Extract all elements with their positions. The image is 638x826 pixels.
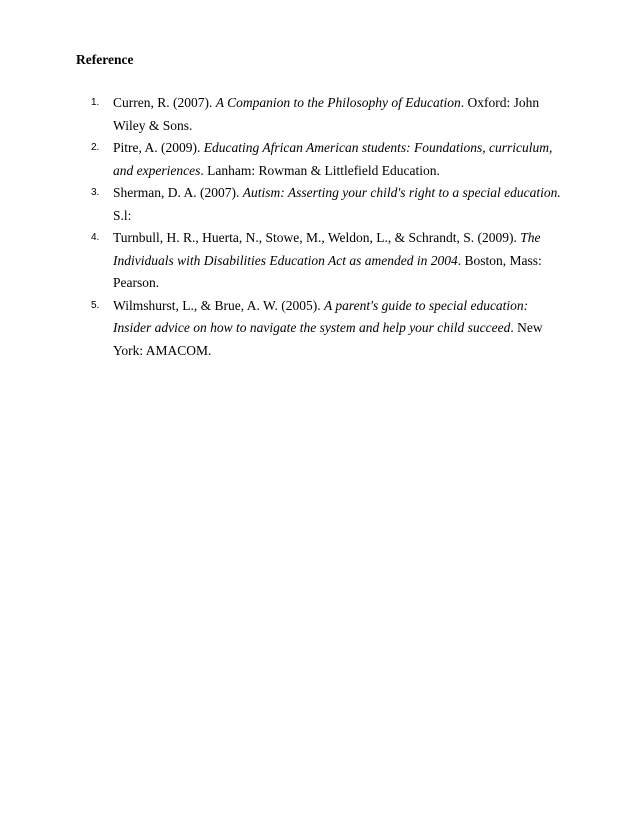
reference-item-5 <box>0 295 563 363</box>
reference-authors-year: Turnbull, H. R., Huerta, N., Stowe, M., Weldon, L., & Schrandt, S. (2009). <box>113 230 521 245</box>
reference-title: Educating African American students: Foundations, curriculum, and experiences <box>113 140 553 178</box>
reference-title: A Companion to the Philosophy of Education <box>215 95 461 110</box>
reference-item-3 <box>0 182 563 227</box>
reference-number: 5. <box>91 299 100 311</box>
reference-title: The Individuals with Disabilities Education Act as amended in 2004 <box>113 230 541 268</box>
reference-publisher: . Oxford: John Wiley & Sons. <box>113 95 540 133</box>
reference-title: Autism: Asserting your child's right to a special education. <box>242 185 561 200</box>
reference-list <box>0 92 638 362</box>
reference-number: 1. <box>91 97 100 108</box>
reference-authors-year: Wilmshurst, L., & Brue, A. W. (2005). <box>113 297 324 313</box>
reference-number: 2. <box>91 142 100 153</box>
reference-authors-year: Curren, R. (2007). <box>113 95 216 110</box>
reference-authors-year: Sherman, D. A. (2007). <box>113 185 243 200</box>
reference-publisher: . New York: AMACOM. <box>113 320 543 358</box>
reference-heading: Reference <box>76 52 134 67</box>
reference-item-4 <box>0 227 563 295</box>
reference-publisher: . Lanham: Rowman & Littlefield Education. <box>200 162 440 178</box>
reference-title: A parent's guide to special education: Insider advice on how to navigate the system and help your child succeed <box>113 297 529 335</box>
reference-publisher: S.l: <box>113 207 132 223</box>
reference-number: 3. <box>91 187 100 198</box>
reference-authors-year: Pitre, A. (2009). <box>113 140 204 155</box>
reference-publisher: . Boston, Mass: Pearson. <box>113 252 542 290</box>
reference-item-1 <box>0 92 563 137</box>
reference-item-2 <box>0 137 563 182</box>
reference-number: 4. <box>91 232 100 243</box>
